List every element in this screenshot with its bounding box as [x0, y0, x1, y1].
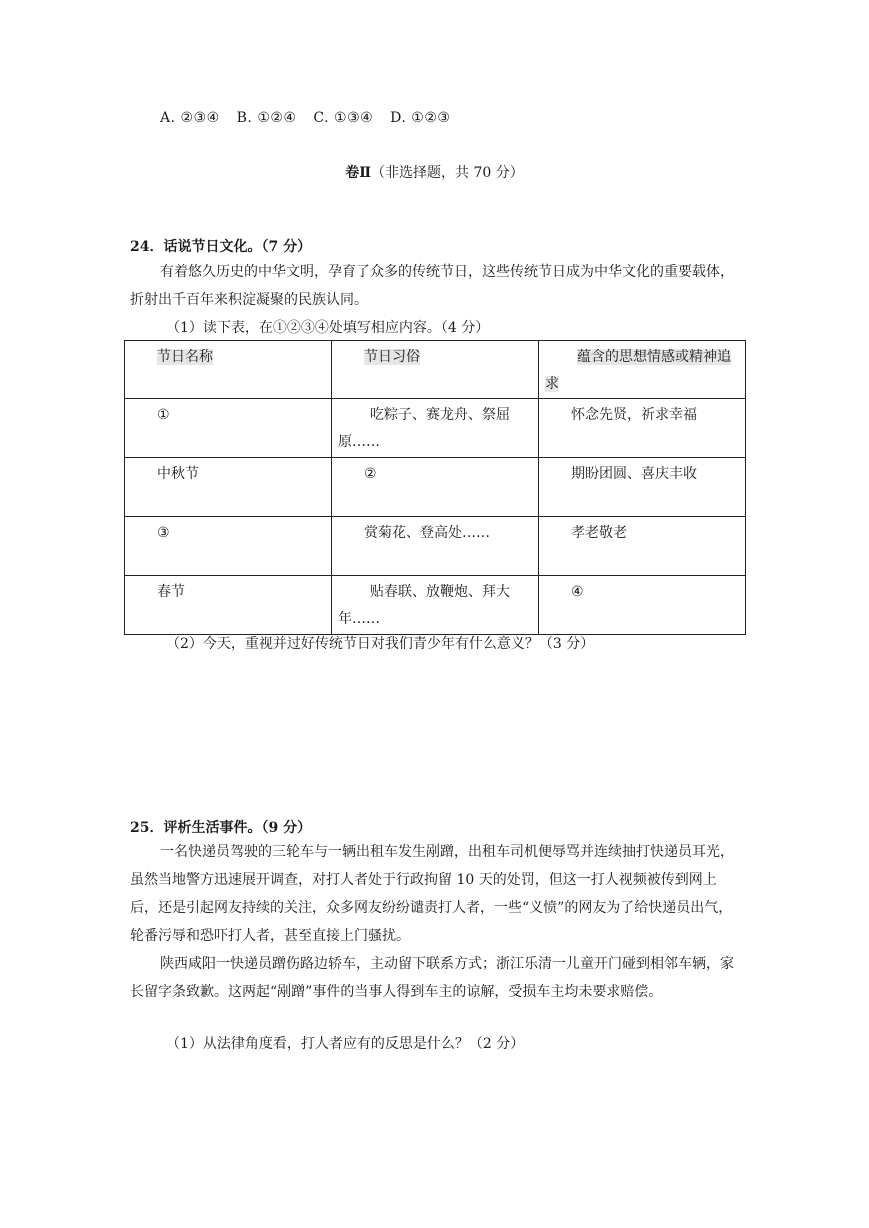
table-cell: 赏菊花、登高处…… [332, 517, 539, 576]
question-24-sub1: （1）读下表，在①②③④处填写相应内容。（4 分） [166, 320, 490, 336]
table-cell: 贴春联、放鞭炮、拜大年…… [332, 576, 539, 635]
table-row [125, 576, 746, 635]
question-24-intro: 有着悠久历史的中华文明，孕育了众多的传统节日，这些传统节日成为中华文化的重要载体，折射出千百年来积淀凝聚的民族认同。 [130, 264, 734, 308]
option-a: A. ②③④ [160, 110, 220, 126]
section-title-rest: （非选择题，共 70 分） [371, 165, 524, 181]
table-cell: ④ [539, 576, 746, 635]
table-row [125, 458, 746, 517]
table-cell: 孝老敬老 [539, 517, 746, 576]
section-title [0, 162, 869, 182]
option-c: C. ①③④ [313, 110, 374, 126]
section-title-bold: 卷Ⅱ [345, 165, 372, 181]
question-24-heading: 24．话说节日文化。（7 分） [130, 239, 312, 255]
table-row [125, 517, 746, 576]
table-cell: ① [125, 399, 332, 458]
question-25-para1: 一名快递员驾驶的三轮车与一辆出租车发生剐蹭，出租车司机便辱骂并连续抽打快递员耳光，虽然当地警方迅速展开调查，对打人者处于行政拘留 10 天的处罚，但这一打人视频被传到网上后，还是引起网友持续的关注，众多网友纷纷谴责打人者，一些“义愤”的网友为了给快递员出气，轮番污辱和恐吓打人者，甚至直接上门骚扰。 [130, 844, 734, 944]
table-cell: ③ [125, 517, 332, 576]
option-d: D. ①②③ [390, 110, 451, 126]
table-row [125, 399, 746, 458]
option-b: B. ①②④ [236, 110, 297, 126]
table-header-cell: 节日习俗 [332, 341, 539, 399]
table-header-cell: 节日名称 [125, 341, 332, 399]
question-25-para2: 陕西咸阳一快递员蹭伤路边轿车，主动留下联系方式；浙江乐清一儿童开门碰到相邻车辆，家长留字条致歉。这两起“剐蹭”事件的当事人得到车主的谅解，受损车主均未要求赔偿。 [130, 956, 734, 1000]
question-25-heading: 25．评析生活事件。（9 分） [130, 820, 312, 836]
table-header-row [125, 341, 746, 399]
table-cell: 春节 [125, 576, 332, 635]
question-24-sub2: （2）今天，重视并过好传统节日对我们青少年有什么意义？（3 分） [166, 636, 595, 652]
table-cell: 期盼团圆、喜庆丰收 [539, 458, 746, 517]
table-header-cell: 蕴含的思想情感或精神追求 [539, 341, 746, 399]
table-cell: 中秋节 [125, 458, 332, 517]
table-cell: 吃粽子、赛龙舟、祭屈原…… [332, 399, 539, 458]
answer-options [160, 110, 462, 126]
table-cell: ② [332, 458, 539, 517]
festival-table [124, 340, 746, 635]
table-cell: 怀念先贤，祈求幸福 [539, 399, 746, 458]
question-25-sub1: （1）从法律角度看，打人者应有的反思是什么？（2 分） [166, 1036, 525, 1052]
